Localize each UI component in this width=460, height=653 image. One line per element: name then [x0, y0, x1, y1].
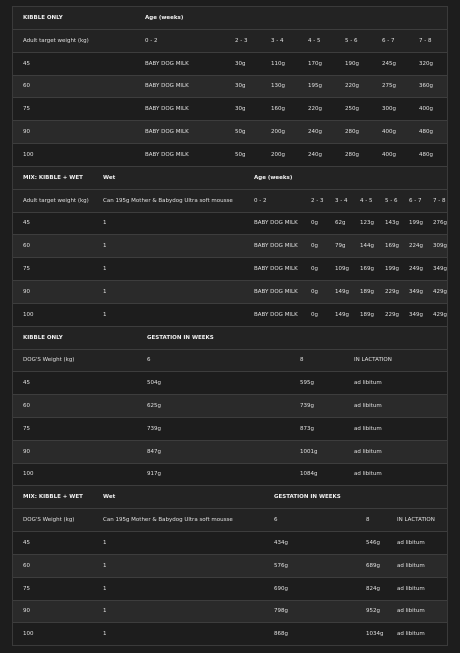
column-header: 2 - 3 — [311, 197, 324, 204]
table-cell: 75 — [23, 266, 30, 273]
table-cell: 189g — [360, 311, 374, 318]
table-cell: 400g — [382, 151, 396, 158]
table-cell: BABY DOG MILK — [254, 266, 298, 273]
table-cell: 90 — [23, 448, 30, 455]
table-cell: 169g — [385, 243, 399, 250]
table-cell: 149g — [335, 288, 349, 295]
table-cell: 75 — [23, 106, 30, 113]
table-row — [13, 464, 447, 487]
column-header: 6 - 7 — [382, 37, 395, 44]
table-cell: 868g — [274, 631, 288, 638]
table-cell: 130g — [271, 83, 285, 90]
table-row — [13, 98, 447, 121]
table-cell: 300g — [382, 106, 396, 113]
column-header: Adult target weight (kg) — [23, 37, 89, 44]
table-row — [13, 213, 447, 236]
table-cell: 149g — [335, 311, 349, 318]
column-header: 7 - 8 — [419, 37, 432, 44]
table-cell: 30g — [235, 106, 246, 113]
table-cell: 434g — [274, 540, 288, 547]
column-header: 3 - 4 — [271, 37, 284, 44]
table-cell: 480g — [419, 129, 433, 136]
table-row — [13, 532, 447, 555]
table-cell: 824g — [366, 585, 380, 592]
table-cell: 50g — [235, 129, 246, 136]
table-row — [13, 441, 447, 464]
table-row — [13, 601, 447, 624]
table-cell: 109g — [335, 266, 349, 273]
table-cell: 170g — [308, 60, 322, 67]
column-header: 3 - 4 — [335, 197, 348, 204]
table-cell: 689g — [366, 562, 380, 569]
table-cell: 595g — [300, 380, 314, 387]
table-cell: 90 — [23, 288, 30, 295]
table-cell: 100 — [23, 311, 34, 318]
column-header-row — [13, 350, 447, 373]
table-cell: 90 — [23, 129, 30, 136]
column-header: DOG'S Weight (kg) — [23, 517, 75, 524]
table-cell: 0g — [311, 311, 318, 318]
column-header: 5 - 6 — [385, 197, 398, 204]
column-header: 2 - 3 — [235, 37, 248, 44]
table-cell: 1 — [103, 288, 107, 295]
column-header: Can 195g Mother & Babydog Ultra soft mousse — [103, 197, 233, 204]
table-cell: 45 — [23, 540, 30, 547]
table-cell: ad libitum — [397, 562, 425, 569]
table-cell: 190g — [345, 60, 359, 67]
table-row — [13, 372, 447, 395]
table-row — [13, 121, 447, 144]
table-cell: 280g — [345, 151, 359, 158]
column-header: 8 — [300, 357, 304, 364]
table-cell: ad libitum — [354, 448, 382, 455]
table-cell: 0g — [311, 288, 318, 295]
table-cell: 625g — [147, 403, 161, 410]
column-header: 6 — [147, 357, 151, 364]
table-row — [13, 53, 447, 76]
column-header: 8 — [366, 517, 370, 524]
table-cell: 504g — [147, 380, 161, 387]
table-header — [13, 486, 447, 509]
table-cell: 60 — [23, 562, 30, 569]
column-header: 4 - 5 — [360, 197, 373, 204]
table-cell: 873g — [300, 425, 314, 432]
table-cell: 798g — [274, 608, 288, 615]
table-cell: BABY DOG MILK — [145, 129, 189, 136]
table-cell: 189g — [360, 288, 374, 295]
table-cell: 195g — [308, 83, 322, 90]
table-cell: 276g — [433, 220, 447, 227]
table-cell: ad libitum — [397, 585, 425, 592]
column-header-row — [13, 509, 447, 532]
column-header: Can 195g Mother & Babydog Ultra soft mousse — [103, 517, 233, 524]
table-cell: BABY DOG MILK — [145, 106, 189, 113]
table-cell: 480g — [419, 151, 433, 158]
table-cell: 1 — [103, 631, 107, 638]
column-group-title: Age (weeks) — [254, 174, 293, 181]
column-header: 4 - 5 — [308, 37, 321, 44]
kibble-only-gestation-table — [13, 327, 447, 487]
table-cell: 123g — [360, 220, 374, 227]
table-row — [13, 144, 447, 167]
table-cell: 79g — [335, 243, 346, 250]
table-cell: 1001g — [300, 448, 318, 455]
table-row — [13, 623, 447, 646]
table-cell: ad libitum — [354, 380, 382, 387]
column-group-title: GESTATION IN WEEKS — [147, 334, 214, 341]
column-header: DOG'S Weight (kg) — [23, 357, 75, 364]
table-cell: 30g — [235, 83, 246, 90]
column-group-title: GESTATION IN WEEKS — [274, 494, 341, 501]
table-title: KIBBLE ONLY — [23, 15, 63, 21]
mix-kibble-wet-gestation-table — [13, 486, 447, 646]
table-cell: 429g — [433, 311, 447, 318]
table-cell: 240g — [308, 129, 322, 136]
table-header — [13, 7, 447, 30]
table-cell: 690g — [274, 585, 288, 592]
table-cell: 220g — [308, 106, 322, 113]
column-header: Adult target weight (kg) — [23, 197, 89, 204]
column-header: IN LACTATION — [397, 517, 435, 524]
column-group-title: Wet — [103, 174, 116, 181]
feeding-guide — [12, 6, 448, 646]
table-cell: BABY DOG MILK — [254, 288, 298, 295]
table-header — [13, 327, 447, 350]
table-cell: 100 — [23, 151, 34, 158]
column-header: 0 - 2 — [145, 37, 158, 44]
column-header: 0 - 2 — [254, 197, 267, 204]
table-cell: 1 — [103, 266, 107, 273]
table-cell: 200g — [271, 151, 285, 158]
table-cell: BABY DOG MILK — [145, 151, 189, 158]
table-cell: 917g — [147, 471, 161, 478]
table-cell: 1 — [103, 311, 107, 318]
table-cell: BABY DOG MILK — [145, 83, 189, 90]
table-cell: ad libitum — [397, 631, 425, 638]
table-title: MIX: KIBBLE + WET — [23, 174, 83, 181]
table-cell: 1034g — [366, 631, 384, 638]
table-cell: 0g — [311, 266, 318, 273]
table-cell: 1 — [103, 585, 107, 592]
column-header: IN LACTATION — [354, 357, 392, 364]
table-cell: 143g — [385, 220, 399, 227]
table-cell: 1 — [103, 608, 107, 615]
table-cell: 75 — [23, 585, 30, 592]
table-cell: 169g — [360, 266, 374, 273]
table-cell: 245g — [382, 60, 396, 67]
table-cell: 400g — [382, 129, 396, 136]
column-header-row — [13, 30, 447, 53]
table-title: KIBBLE ONLY — [23, 334, 63, 341]
table-cell: 110g — [271, 60, 285, 67]
table-cell: ad libitum — [397, 540, 425, 547]
table-cell: 280g — [345, 129, 359, 136]
table-cell: 739g — [147, 425, 161, 432]
table-cell: 1 — [103, 243, 107, 250]
table-cell: 45 — [23, 380, 30, 387]
table-cell: 229g — [385, 288, 399, 295]
table-cell: 45 — [23, 220, 30, 227]
table-row — [13, 555, 447, 578]
table-cell: 45 — [23, 60, 30, 67]
table-cell: 30g — [235, 60, 246, 67]
kibble-only-puppy-table — [13, 7, 447, 167]
table-cell: 1 — [103, 220, 107, 227]
table-cell: 546g — [366, 540, 380, 547]
table-cell: 199g — [409, 220, 423, 227]
column-header-row — [13, 190, 447, 213]
table-cell: 320g — [419, 60, 433, 67]
table-cell: 100 — [23, 631, 34, 638]
table-row — [13, 304, 447, 327]
table-cell: 90 — [23, 608, 30, 615]
table-cell: 249g — [409, 266, 423, 273]
table-cell: 739g — [300, 403, 314, 410]
table-cell: 576g — [274, 562, 288, 569]
column-header: 5 - 6 — [345, 37, 358, 44]
table-cell: ad libitum — [397, 608, 425, 615]
table-cell: 144g — [360, 243, 374, 250]
table-cell: BABY DOG MILK — [254, 220, 298, 227]
table-cell: 0g — [311, 243, 318, 250]
table-cell: 250g — [345, 106, 359, 113]
table-row — [13, 76, 447, 99]
table-cell: ad libitum — [354, 471, 382, 478]
table-cell: 60 — [23, 83, 30, 90]
table-row — [13, 258, 447, 281]
table-cell: 160g — [271, 106, 285, 113]
table-cell: BABY DOG MILK — [145, 60, 189, 67]
table-cell: 75 — [23, 425, 30, 432]
column-group-title: Age (weeks) — [145, 15, 184, 21]
table-cell: 0g — [311, 220, 318, 227]
table-cell: BABY DOG MILK — [254, 311, 298, 318]
mix-kibble-wet-puppy-table — [13, 167, 447, 327]
table-cell: 229g — [385, 311, 399, 318]
table-cell: 429g — [433, 288, 447, 295]
table-cell: ad libitum — [354, 425, 382, 432]
table-cell: 349g — [409, 288, 423, 295]
table-cell: 1084g — [300, 471, 318, 478]
table-cell: 220g — [345, 83, 359, 90]
column-header: 6 - 7 — [409, 197, 422, 204]
table-cell: 50g — [235, 151, 246, 158]
table-cell: 100 — [23, 471, 34, 478]
table-cell: 62g — [335, 220, 346, 227]
table-cell: 349g — [433, 266, 447, 273]
table-cell: 847g — [147, 448, 161, 455]
table-cell: 349g — [409, 311, 423, 318]
table-header — [13, 167, 447, 190]
table-cell: 400g — [419, 106, 433, 113]
table-cell: 200g — [271, 129, 285, 136]
table-cell: 199g — [385, 266, 399, 273]
table-cell: 309g — [433, 243, 447, 250]
column-header: 6 — [274, 517, 278, 524]
column-group-title: Wet — [103, 494, 116, 501]
table-cell: 360g — [419, 83, 433, 90]
table-cell: 224g — [409, 243, 423, 250]
table-cell: 60 — [23, 403, 30, 410]
table-cell: BABY DOG MILK — [254, 243, 298, 250]
table-row — [13, 235, 447, 258]
table-row — [13, 281, 447, 304]
table-cell: 275g — [382, 83, 396, 90]
table-row — [13, 418, 447, 441]
table-row — [13, 578, 447, 601]
column-header: 7 - 8 — [433, 197, 446, 204]
table-title: MIX: KIBBLE + WET — [23, 494, 83, 501]
table-cell: 240g — [308, 151, 322, 158]
table-row — [13, 395, 447, 418]
table-cell: 1 — [103, 562, 107, 569]
table-cell: ad libitum — [354, 403, 382, 410]
table-cell: 952g — [366, 608, 380, 615]
table-cell: 60 — [23, 243, 30, 250]
table-cell: 1 — [103, 540, 107, 547]
